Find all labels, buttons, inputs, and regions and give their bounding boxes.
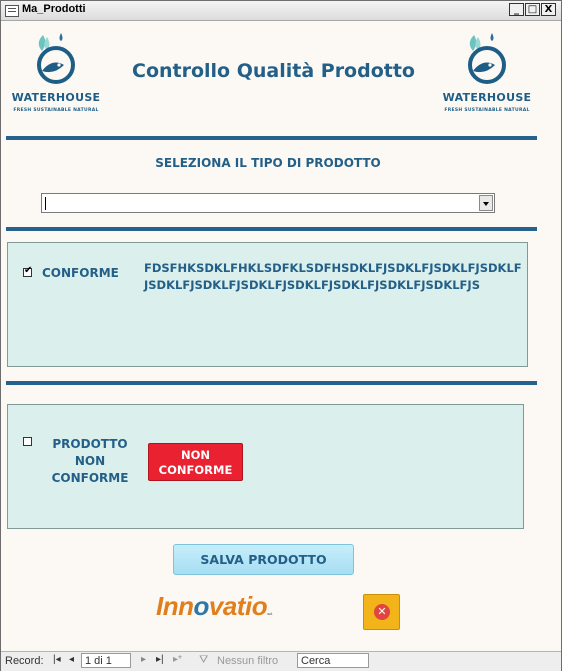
logo-text: o xyxy=(193,591,209,621)
save-product-button[interactable]: SALVA PRODOTTO xyxy=(173,544,354,575)
logo-text: vatio xyxy=(208,591,268,621)
logo-text: Inn xyxy=(156,591,194,621)
conforme-description[interactable]: FDSFHKSDKLFHKLSDFKLSDFHSDKLFJSDKLFJSDKLFJSDKLFJSDKLFJSDKLFJSDKLFJSDKLFJSDKLFJSDKLFJSDKLFJS xyxy=(144,261,522,292)
record-navigation-bar xyxy=(1,651,561,671)
chevron-down-icon[interactable] xyxy=(479,195,493,211)
divider xyxy=(6,136,537,140)
page-title: Controllo Qualità Prodotto xyxy=(132,60,415,82)
window-title: Ma_Prodotti xyxy=(22,3,86,15)
text-caret xyxy=(45,197,46,210)
filter-icon[interactable]: ⛛ xyxy=(199,654,209,666)
product-type-combobox[interactable] xyxy=(41,193,495,213)
label-line: NON xyxy=(74,454,106,468)
product-type-label: SELEZIONA IL TIPO DI PRODOTTO xyxy=(155,156,381,170)
close-icon: ✕ xyxy=(374,604,390,620)
non-conforme-label xyxy=(45,436,135,487)
check-icon: ✔ xyxy=(24,265,33,276)
close-window-button[interactable]: X xyxy=(541,3,556,16)
current-record-field[interactable]: 1 di 1 xyxy=(81,653,131,668)
non-conforme-button[interactable] xyxy=(148,443,243,481)
label-line: CONFORME xyxy=(51,471,129,485)
conforme-label: CONFORME xyxy=(42,266,119,280)
next-record-icon[interactable]: ▸ xyxy=(141,654,147,665)
first-record-icon[interactable]: |◂ xyxy=(53,654,61,665)
logo-brand-text: WATERHOUSE xyxy=(11,91,101,104)
filter-status[interactable]: Nessun filtro xyxy=(217,655,279,667)
search-input[interactable]: Cerca xyxy=(297,653,369,668)
title-bar[interactable] xyxy=(1,1,561,21)
waterhouse-logo-right xyxy=(437,31,537,121)
logo-brand-text: WATERHOUSE xyxy=(442,91,532,104)
non-conforme-checkbox[interactable] xyxy=(23,437,32,446)
maximize-button[interactable]: □ xyxy=(525,3,540,16)
button-line: NON xyxy=(180,448,211,462)
logo-tagline: FRESH SUSTAINABLE NATURAL xyxy=(444,108,530,113)
label-line: PRODOTTO xyxy=(52,437,128,451)
minimize-button[interactable]: _ xyxy=(509,3,524,16)
button-line: CONFORME xyxy=(158,463,233,477)
fish-leaf-icon xyxy=(437,31,537,89)
innovatio-logo xyxy=(156,591,272,622)
logo-suffix: s.r.l. xyxy=(267,611,273,616)
logo-tagline: FRESH SUSTAINABLE NATURAL xyxy=(13,108,99,113)
form-icon xyxy=(5,5,19,17)
close-form-button[interactable] xyxy=(363,594,400,630)
divider xyxy=(6,227,537,231)
last-record-icon[interactable]: ▸| xyxy=(156,654,164,665)
record-label: Record: xyxy=(5,655,44,667)
conforme-checkbox[interactable] xyxy=(23,265,33,277)
previous-record-icon[interactable]: ◂ xyxy=(69,654,75,665)
new-record-icon[interactable]: ▸* xyxy=(173,654,182,665)
divider xyxy=(6,381,537,385)
